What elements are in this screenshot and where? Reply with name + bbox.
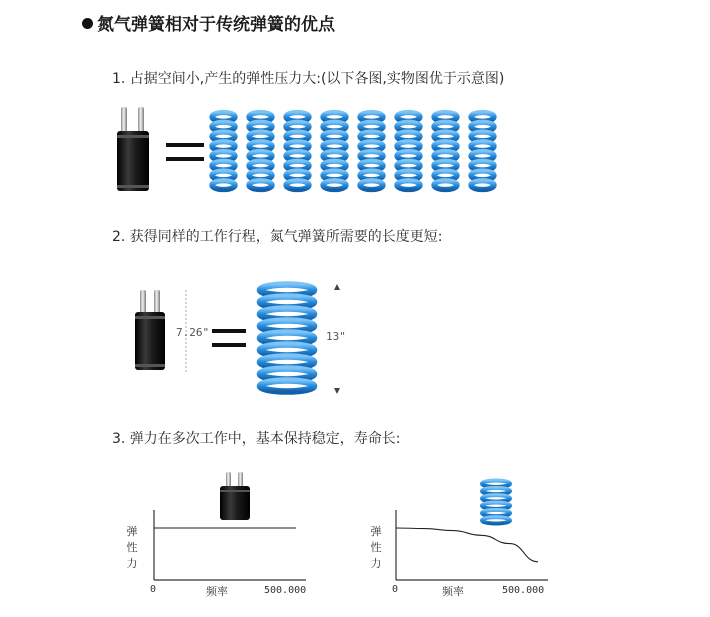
coil-spring-icon (432, 112, 459, 190)
spring-coil (260, 381, 314, 392)
coil-spring-icon (358, 112, 385, 190)
spring-row (210, 112, 510, 192)
ylabel-char: 弹 (370, 525, 382, 538)
right-xlabel: 频率 (442, 585, 464, 598)
page-title-text: 氮气弹簧相对于传统弹簧的优点 (97, 15, 335, 35)
coil-spring-icon (247, 112, 274, 190)
spring-coil (471, 181, 494, 190)
coil-spring-icon (210, 112, 237, 190)
spring-coil (323, 181, 346, 190)
spring-coil (286, 181, 309, 190)
gas-spring-image-2 (132, 288, 172, 374)
left-xlabel: 频率 (206, 585, 228, 598)
right-graph (396, 510, 556, 582)
spring-length-label: 13" (326, 330, 346, 343)
right-origin-label: 0 (392, 584, 399, 595)
ylabel-char: 性 (370, 541, 382, 554)
right-series-line (396, 528, 538, 562)
coil-spring-icon (395, 112, 422, 190)
tall-coil-spring-icon (258, 284, 316, 392)
ylabel-char: 力 (126, 557, 138, 570)
spring-coil (249, 181, 272, 190)
ylabel-char: 性 (126, 541, 138, 554)
coil-spring-icon (469, 112, 496, 190)
left-origin-label: 0 (150, 584, 157, 595)
right-graph-ylabel (370, 524, 382, 572)
ylabel-char: 力 (370, 557, 382, 570)
equals-icon (166, 138, 206, 168)
point-1-text: 1. 占据空间小,产生的弹性压力大:(以下各图,实物图优于示意图) (112, 71, 505, 87)
left-graph-ylabel (126, 524, 138, 572)
equals-icon-2 (212, 326, 250, 352)
point-2-text: 2. 获得同样的工作行程，氮气弹簧所需要的长度更短: (112, 229, 443, 245)
spring-coil (212, 181, 235, 190)
tall-spring (258, 284, 318, 394)
coil-spring-icon (284, 112, 311, 190)
gas-spring-image-1 (112, 105, 158, 195)
coil-spring-icon (321, 112, 348, 190)
ylabel-char: 弹 (126, 525, 138, 538)
spring-coil (434, 181, 457, 190)
left-xmax-label: 500.000 (264, 585, 307, 596)
bullet-icon (82, 18, 93, 29)
spring-coil (397, 181, 420, 190)
gas-length-label: 7.26" (176, 326, 210, 339)
left-graph (154, 510, 314, 582)
spring-coil (360, 181, 383, 190)
point-3-text: 3. 弹力在多次工作中，基本保持稳定，寿命长: (112, 431, 401, 447)
right-xmax-label: 500.000 (502, 585, 545, 596)
page-title (82, 10, 335, 35)
